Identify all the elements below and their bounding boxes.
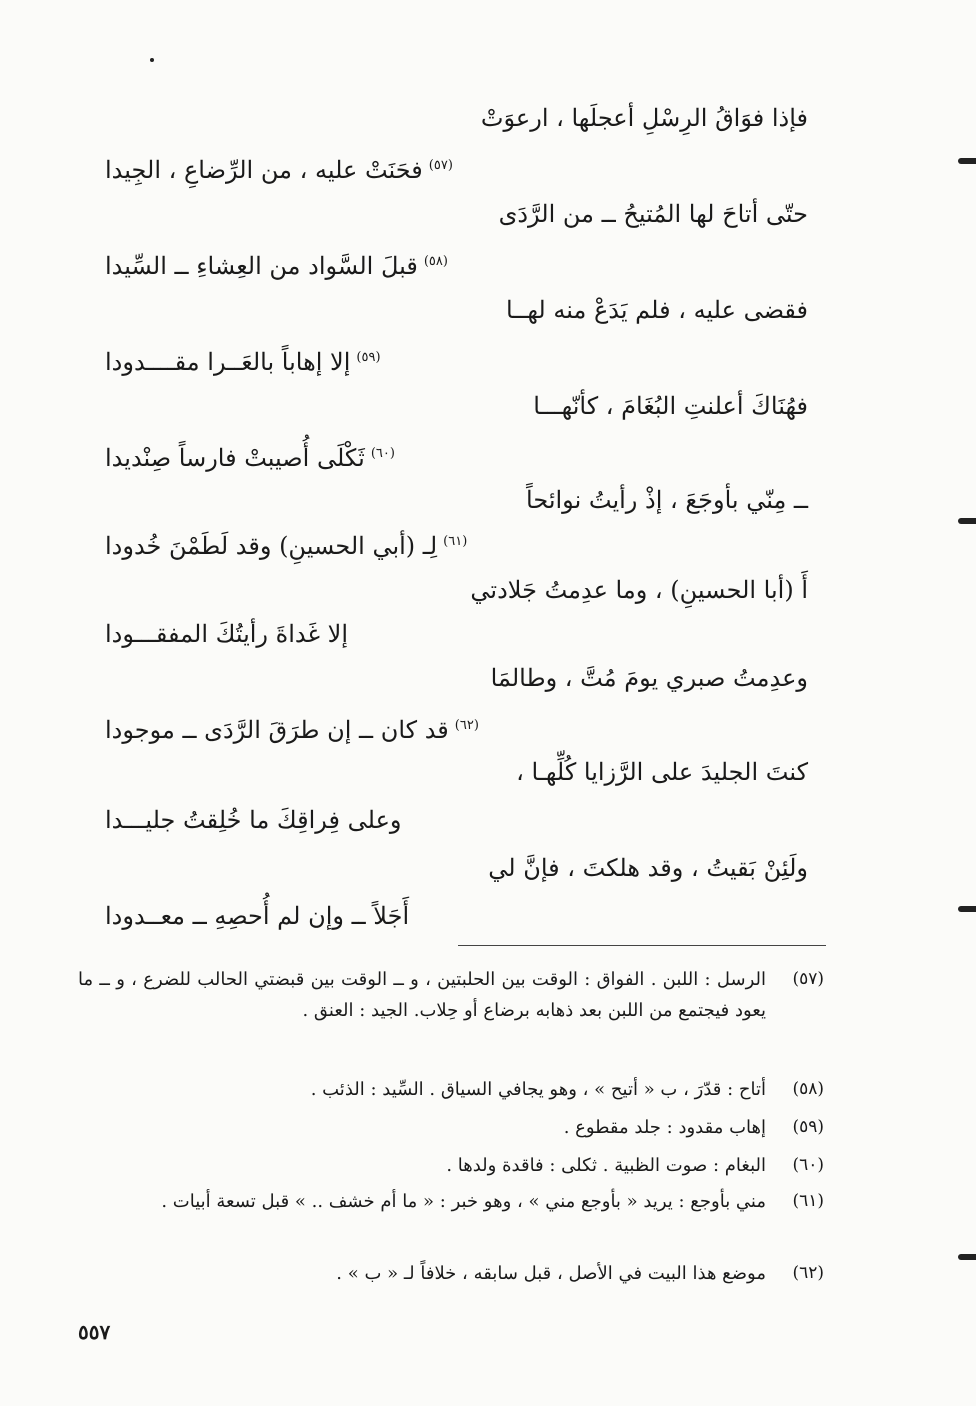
footnote-divider — [458, 945, 826, 946]
verse-line: $^{(٦٠)}$ثَكْلَى أُصيبتْ فارساً صِنْديدا — [105, 444, 395, 472]
verse-number: (٦٠) — [370, 446, 395, 461]
verse-line: فهُنَاكَ أعلنتِ البُغَامَ ، كأنّهـــا — [533, 392, 808, 420]
verse-line: حتّى أتاحَ لها المُتيحُ ــ من الرَّدَى — [498, 200, 808, 228]
verse-line: ــ مِنّي بأوجَعَ ، إذْ رأيتُ نوائحاً — [526, 486, 808, 514]
verse-number: (٥٩) — [356, 350, 381, 365]
footnote-number: (٦١) — [792, 1191, 824, 1211]
footnote: (٥٧) الرسل : اللبن . الفواق : الوقت بين الحلبتين ، و ــ الوقت بين قبضتي الحالب للضرع ، و ــ ما يعود فيجتمع من اللبن بعد ذهابه برضاع أو حِلاب. الجيد : العنق . — [78, 964, 766, 1026]
verse-line: $^{(٦١)}$لِـ (أبي الحسينِ) وقد لَطَمْنَ خُدودا — [105, 532, 468, 560]
verse-line: وعلى فِراقِكَ ما خُلِقتُ جليـــدا — [105, 806, 402, 834]
verse-number: (٥٨) — [423, 254, 448, 269]
verse-number: (٦١) — [443, 534, 468, 549]
binding-mark — [958, 158, 976, 164]
footnote-number: (٥٨) — [792, 1079, 824, 1099]
footnote: (٦٢) موضع هذا البيت في الأصل ، قبل سابقه ، خلافاً لـ « ب » . — [78, 1258, 766, 1289]
verse-line: $^{(٥٧)}$فحَنَتْ عليه ، من الرِّضاعِ ، الجِيدا — [105, 156, 453, 184]
footnote: (٥٩) إهاب مقدود : جلد مقطوع . — [78, 1112, 766, 1143]
verse-line: كنتَ الجليدَ على الرَّزايا كُلِّهـا ، — [516, 758, 808, 786]
footnote: (٥٨) أتاح : قدّرَ ، ب « أتيح » ، وهو يجافي السياق . السِّيد : الذئب . — [78, 1074, 766, 1105]
binding-mark — [958, 518, 976, 524]
verse-line: $^{(٦٢)}$قد كان ــ إن طرَقَ الرَّدَى ــ موجودا — [105, 716, 479, 744]
footnote-number: (٥٧) — [792, 969, 824, 989]
page-number: ٥٥٧ — [78, 1320, 111, 1344]
verse-line: وعدِمتُ صبري يومَ مُتَّ ، وطالمَا — [490, 664, 808, 692]
verse-line: أَ (أبا الحسينِ) ، وما عدِمتُ جَلادتي — [470, 576, 808, 604]
footnote-number: (٥٩) — [792, 1117, 824, 1137]
footnote-number: (٦٠) — [792, 1155, 824, 1175]
ink-dot — [150, 58, 154, 62]
footnote-number: (٦٢) — [792, 1263, 824, 1283]
verse-line: $^{(٥٩)}$إلا إهاباً بالعَــرا مقــــدودا — [105, 348, 381, 376]
verse-number: (٦٢) — [454, 718, 479, 733]
footnote: (٦١) مني بأوجع : يريد « بأوجع مني » ، وهو خبر : « ما أم خشف .. » قبل تسعة أبيات . — [78, 1186, 766, 1217]
verse-line: $^{(٥٨)}$قبلَ السَّواد من العِشاءِ ــ السِّيدا — [105, 252, 448, 280]
verse-line: أَجَلاً ــ وإن لم أُحصِهِ ــ معــدودا — [105, 902, 410, 930]
binding-mark — [958, 1254, 976, 1260]
verse-line: فقضى عليه ، فلم يَدَعْ منه لهــا — [505, 296, 808, 324]
binding-mark — [958, 906, 976, 912]
verse-line: فإذا فوَاقُ الرِسْلِ أعجلَها ، ارعوَتْ — [480, 104, 808, 132]
verse-line: ولَئِنْ بَقيتُ ، وقد هلكتَ ، فإنَّ لي — [488, 854, 808, 882]
footnote: (٦٠) البغام : صوت الظبية . ثكلى : فاقدة ولدها . — [78, 1150, 766, 1181]
verse-number: (٥٧) — [428, 158, 453, 173]
verse-line: إلا غَداةَ رأيتُكَ المفقـــودا — [105, 620, 349, 648]
